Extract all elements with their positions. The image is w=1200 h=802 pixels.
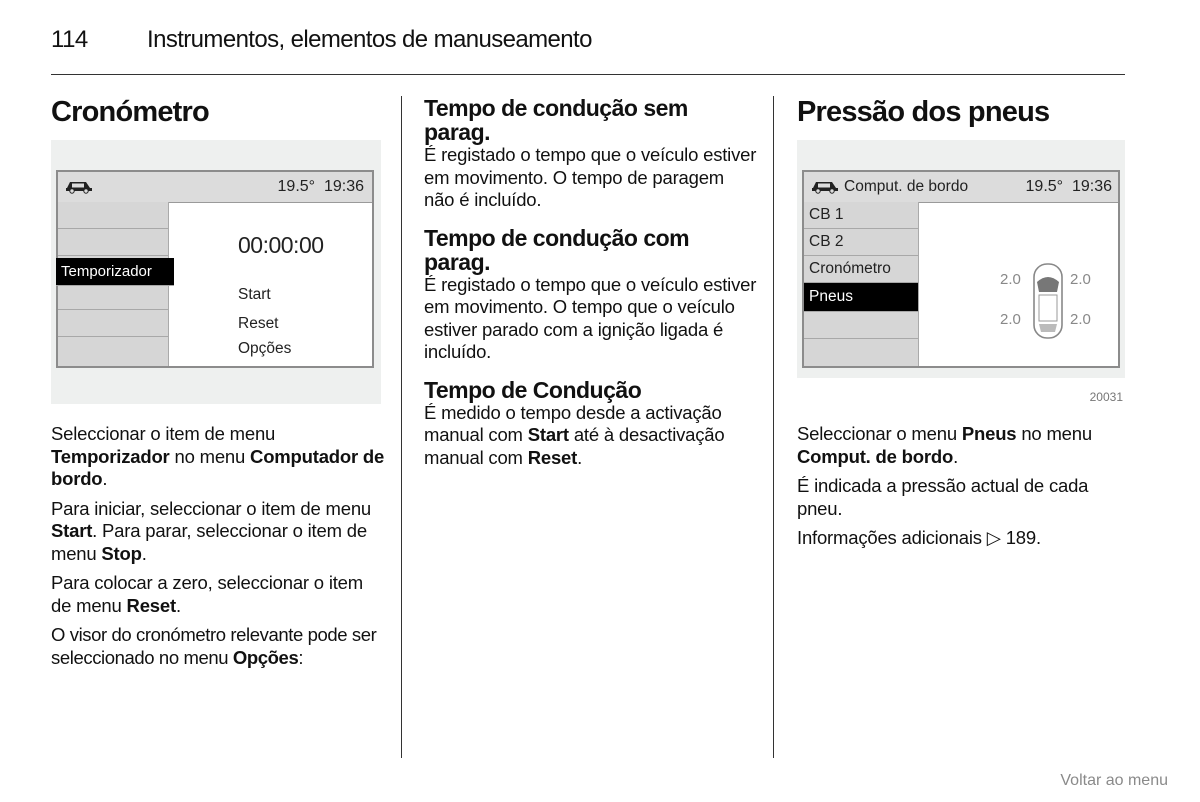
option-opcoes[interactable]: Opções [238, 340, 292, 357]
figure-pressao [797, 140, 1125, 404]
section-heading: Pressão dos pneus [797, 96, 1050, 128]
option-reset[interactable]: Reset [238, 315, 279, 332]
paragraph: Seleccionar o menu Pneus no menu Comput. de bordo. [797, 423, 1092, 467]
pressure-front-left: 2.0 [1000, 271, 1021, 288]
column-tempos [424, 96, 759, 469]
subsection-heading: Tempo de condução com parag. [424, 224, 690, 275]
page-number: 114 [51, 26, 88, 53]
timer-value: 00:00:00 [238, 232, 324, 258]
menu-item-cb1[interactable]: CB 1 [804, 202, 918, 229]
clock: 19:36 [323, 178, 364, 195]
temperature: 19.5° [277, 178, 316, 195]
display-screen [56, 170, 374, 368]
column-pressao [797, 96, 1127, 128]
reference-arrow-icon: ▷ [986, 527, 1001, 548]
page-header [51, 26, 1125, 75]
subsection-heading: Tempo de Condução [424, 376, 642, 403]
pressure-rear-left: 2.0 [1000, 311, 1021, 328]
car-icon [810, 178, 840, 194]
column-pressao-text [797, 423, 1127, 550]
option-start[interactable]: Start [238, 286, 271, 303]
back-to-menu-link[interactable]: Voltar ao menu [1060, 772, 1168, 789]
subsection-heading: Tempo de condução sem parag. [424, 95, 688, 145]
screen-titlebar [804, 172, 1118, 203]
column-cronometro-text [51, 423, 386, 669]
paragraph: Informações adicionais ▷ 189. [797, 527, 1041, 548]
column-divider [773, 96, 774, 758]
column-cronometro [51, 96, 386, 128]
paragraph: É indicada a pressão actual de cada pneu. [797, 475, 1089, 519]
chapter-title: Instrumentos, elementos de manuseamento [147, 26, 592, 53]
column-divider [401, 96, 402, 758]
car-icon [64, 178, 94, 194]
figure-code: 20031 [1089, 390, 1123, 404]
paragraph: É medido o tempo desde a activação manual com Start até à desactivação manual com Reset. [424, 401, 725, 468]
paragraph: É registado o tempo que o veículo estiver em movimento. O tempo de paragem não é incluído. [424, 144, 757, 210]
menu-item-pneus[interactable]: Pneus [804, 283, 918, 312]
menu-item-cronometro[interactable]: Cronómetro [804, 256, 918, 283]
car-top-view-icon [1028, 262, 1068, 340]
paragraph: Para iniciar, seleccionar o item de menu Start. Para parar, seleccionar o item de menu Stop. [51, 497, 372, 564]
section-heading: Cronómetro [51, 96, 209, 128]
pressure-rear-right: 2.0 [1070, 311, 1091, 328]
clock: 19:36 [1071, 178, 1112, 195]
menu-item-cb2[interactable]: CB 2 [804, 229, 918, 256]
temperature: 19.5° [1025, 178, 1064, 195]
menu-item-temporizador[interactable]: Temporizador [56, 258, 174, 286]
paragraph: É registado o tempo que o veículo estiver em movimento. O tempo que o veículo estiver parado com a ignição ligada é incluído. [424, 273, 757, 362]
screen-titlebar [58, 172, 372, 203]
screen-title: Comput. de bordo [844, 178, 969, 195]
display-screen [802, 170, 1120, 368]
paragraph: Para colocar a zero, seleccionar o item de menu Reset. [51, 572, 363, 616]
paragraph: O visor do cronómetro relevante pode ser seleccionado no menu Opções: [51, 624, 377, 668]
pressure-front-right: 2.0 [1070, 271, 1091, 288]
screen-menu [804, 202, 919, 366]
paragraph: Seleccionar o item de menu Temporizador no menu Computador de bordo. [51, 423, 385, 489]
figure-cronometro [51, 140, 381, 404]
